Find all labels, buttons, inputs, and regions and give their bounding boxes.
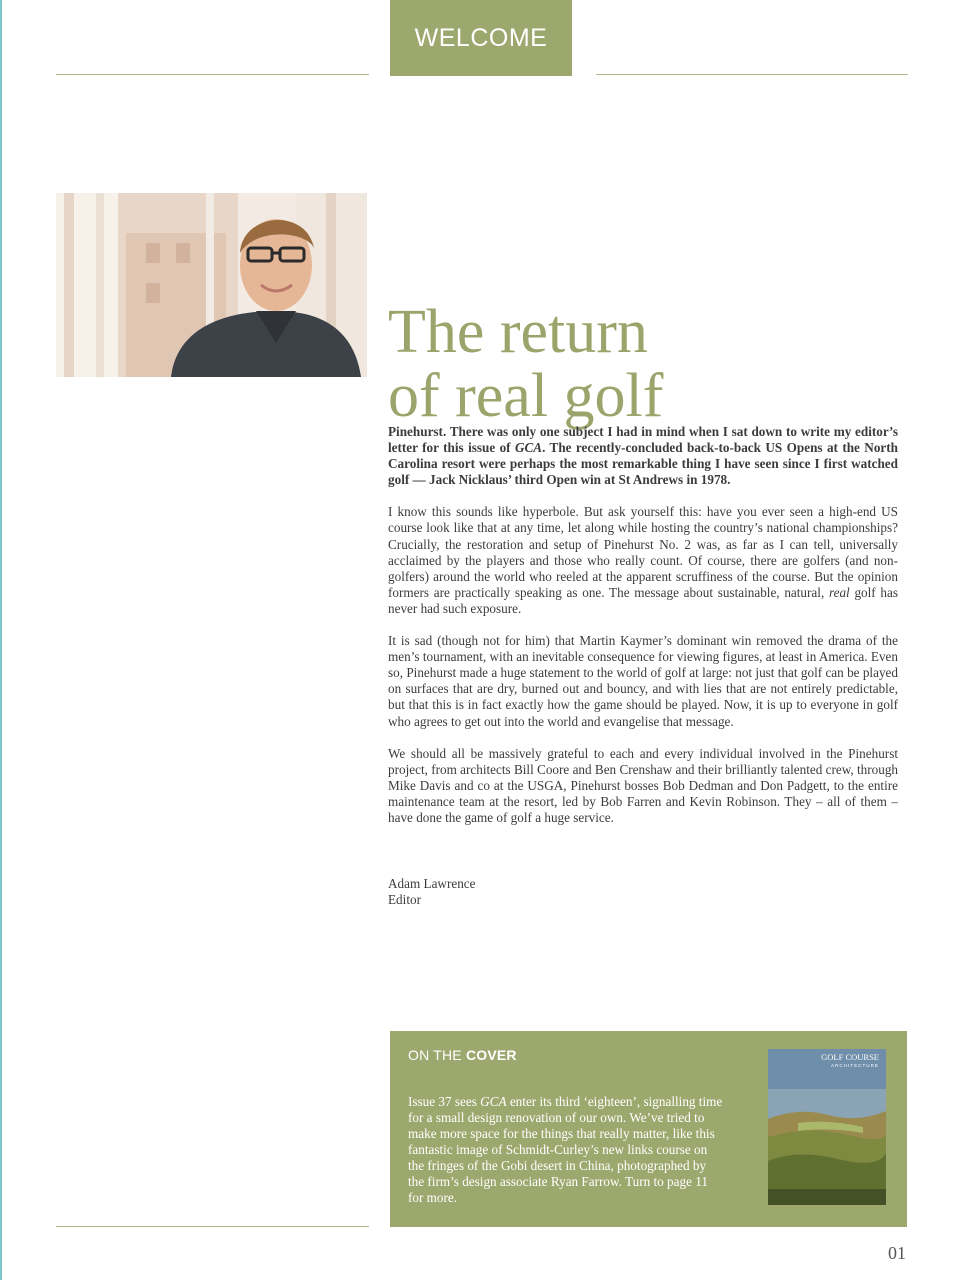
cover-thumbnail: [768, 1049, 886, 1205]
on-the-cover-box: [390, 1031, 907, 1227]
article-headline: [388, 297, 908, 430]
cover-thumb-subtitle: ARCHITECTURE: [831, 1063, 879, 1068]
cover-text: [408, 1094, 724, 1206]
header-rule-left: [56, 74, 369, 75]
editor-photo-illustration: [56, 193, 367, 377]
section-tab: WELCOME: [390, 0, 572, 76]
p2-emphasis: real: [828, 584, 850, 600]
body-paragraph-2: [388, 504, 898, 617]
cover-heading: [408, 1047, 517, 1063]
signature: [388, 876, 476, 908]
cover-thumb-title: GOLF COURSE: [821, 1052, 879, 1062]
body-paragraph-4: We should all be massively grateful to each and every individual involved in the Pinehurst project, from architects Bill Coore and Ben Crenshaw and their brilliantly talented crew, through Mike Davis and co at the USGA, Pinehurst bosses Bob Dedman and Don Padgett, to the entire maintenance team at the resort, led by Bob Farren and Kevin Robinson. They – all of them – have done the game of golf a huge service.: [388, 745, 899, 825]
cover-heading-bold: COVER: [465, 1047, 517, 1063]
headline-line-1: The return: [388, 297, 648, 366]
article-body: [388, 424, 898, 842]
lead-text-2: . The recently-concluded back-to-back US Opens at the North Carolina resort were perhaps the most remarkable thing I have seen since I first watched golf — Jack Nicklaus’ third Open win at St Andrews in 1978.: [388, 440, 898, 488]
signature-name: Adam Lawrence: [388, 876, 476, 891]
cover-emphasis: GCA: [480, 1094, 507, 1109]
cover-text-2: enter its third ‘eighteen’, signalling time for a small design renovation of our own. We’ve tried to make more space for the things that really matter, like this fantastic image of Schmidt-Curley’s new links course on the fringes of the Gobi desert in China, photographed by the firm’s design associate Ryan Farrow. Turn to page 11 for more.: [408, 1094, 723, 1205]
body-paragraph-3: It is sad (though not for him) that Martin Kaymer’s dominant win removed the drama of the men’s tournament, with an inevitable consequence for viewing figures, at least in America. Even so, Pinehurst made a huge statement to the world of golf at large: not just that golf can be played on surfaces that are dry, burned out and bouncy, and with lies that are not entirely predictable, but that this is in fact exactly how the game should be played. Now, it is up to everyone in golf who agrees to get out into the world and evangelise that message.: [388, 633, 898, 729]
signature-title: Editor: [388, 892, 421, 908]
cover-heading-prefix: ON THE: [408, 1047, 466, 1063]
lead-emphasis: GCA: [514, 440, 543, 456]
editor-photo: [56, 193, 367, 377]
footer-rule: [56, 1226, 369, 1227]
p2-text-2: golf has never had such exposure.: [388, 584, 899, 616]
page-edge-line: [0, 0, 2, 1280]
header-rule-right: [596, 74, 908, 75]
lead-paragraph: [388, 424, 898, 488]
cover-text-1: Issue 37 sees: [408, 1094, 481, 1109]
page-number: 01: [888, 1243, 906, 1263]
cover-thumbnail-illustration: [768, 1049, 886, 1205]
lead-text-1: Pinehurst. There was only one subject I had in mind when I sat down to write my editor’s letter for this issue of: [388, 424, 898, 456]
p2-text-1: I know this sounds like hyperbole. But ask yourself this: have you ever seen a high-end US course look like that at any time, let along while hosting the country’s national championships? Crucially, the restoration and setup of Pinehurst No. 2 was, as far as I can tell, universally acclaimed by the players and those who really count. Of course, there are golfers (and non-golfers) around the world who reeled at the apparent scruffiness of the course. But the opinion formers are practically speaking as one. The message about sustainable, natural,: [388, 504, 898, 600]
headline-line-2: of real golf: [388, 361, 664, 430]
